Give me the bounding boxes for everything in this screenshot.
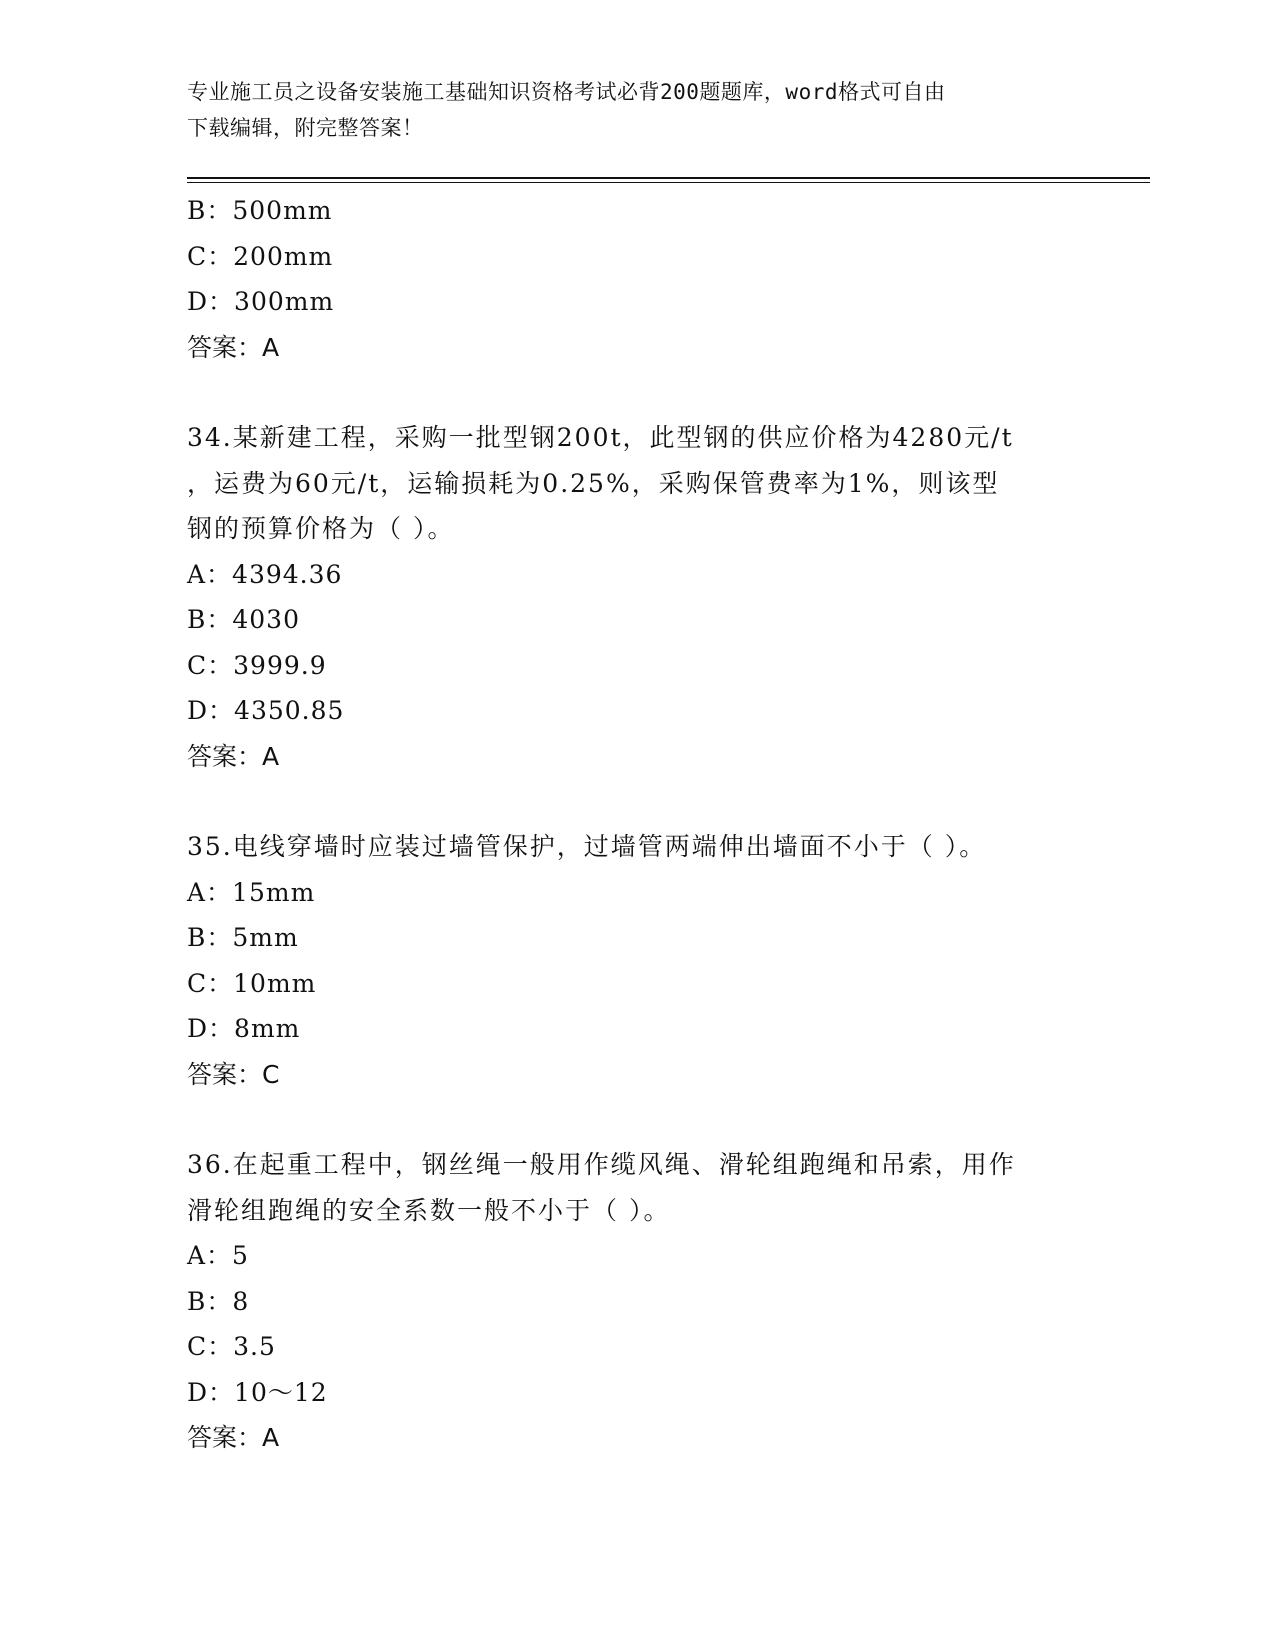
question-stem-line: 滑轮组跑绳的安全系数一般不小于（ ）。 [187, 1195, 671, 1225]
answer-line: 答案：A [187, 741, 280, 771]
question-block-35 [187, 824, 1087, 1097]
answer-line: 答案：A [187, 332, 280, 362]
question-stem-line: 34.某新建工程，采购一批型钢200t，此型钢的供应价格为4280元/t [187, 423, 1014, 452]
header-divider-thin [187, 182, 1150, 183]
header-divider-thick [187, 177, 1150, 179]
question-block-36 [187, 1142, 1087, 1461]
option-d: D：10～12 [187, 1377, 328, 1407]
header-title-line-2: 下载编辑，附完整答案！ [187, 116, 424, 140]
option-c: C：3999.9 [187, 650, 327, 680]
question-stem [187, 1142, 1067, 1233]
option-a: A：5 [187, 1241, 249, 1270]
header-title-line-1: 专业施工员之设备安装施工基础知识资格考试必背200题题库，word格式可自由 [187, 80, 946, 104]
option-c: C：200mm [187, 241, 334, 271]
option-d: D：8mm [187, 1014, 301, 1043]
question-stem [187, 415, 1067, 552]
question-stem-line: 钢的预算价格为（ ）。 [187, 514, 455, 543]
option-b: B：500mm [187, 196, 333, 225]
option-c: C：10mm [187, 968, 317, 998]
option-b: B：8 [187, 1286, 250, 1316]
option-a: A：15mm [187, 877, 316, 907]
option-d: D：4350.85 [187, 696, 345, 725]
option-b: B：5mm [187, 923, 299, 952]
question-stem [187, 824, 1067, 870]
answer-line: 答案：A [187, 1423, 280, 1452]
option-a: A：4394.36 [187, 559, 343, 589]
question-stem-line: 36.在起重工程中，钢丝绳一般用作缆风绳、滑轮组跑绳和吊索，用作 [187, 1150, 1016, 1179]
question-stem-line: 35.电线穿墙时应装过墙管保护，过墙管两端伸出墙面不小于（ ）。 [187, 832, 987, 861]
question-stem-line: ，运费为60元/t，运输损耗为0.25%，采购保管费率为1%，则该型 [187, 468, 1000, 498]
option-b: B：4030 [187, 605, 300, 634]
option-c: C：3.5 [187, 1332, 276, 1361]
question-block-33-tail [187, 188, 1087, 370]
document-header [187, 74, 1067, 146]
answer-line: 答案：C [187, 1059, 280, 1089]
option-d: D：300mm [187, 287, 335, 316]
document-body [187, 188, 1087, 1461]
question-block-34 [187, 415, 1087, 779]
